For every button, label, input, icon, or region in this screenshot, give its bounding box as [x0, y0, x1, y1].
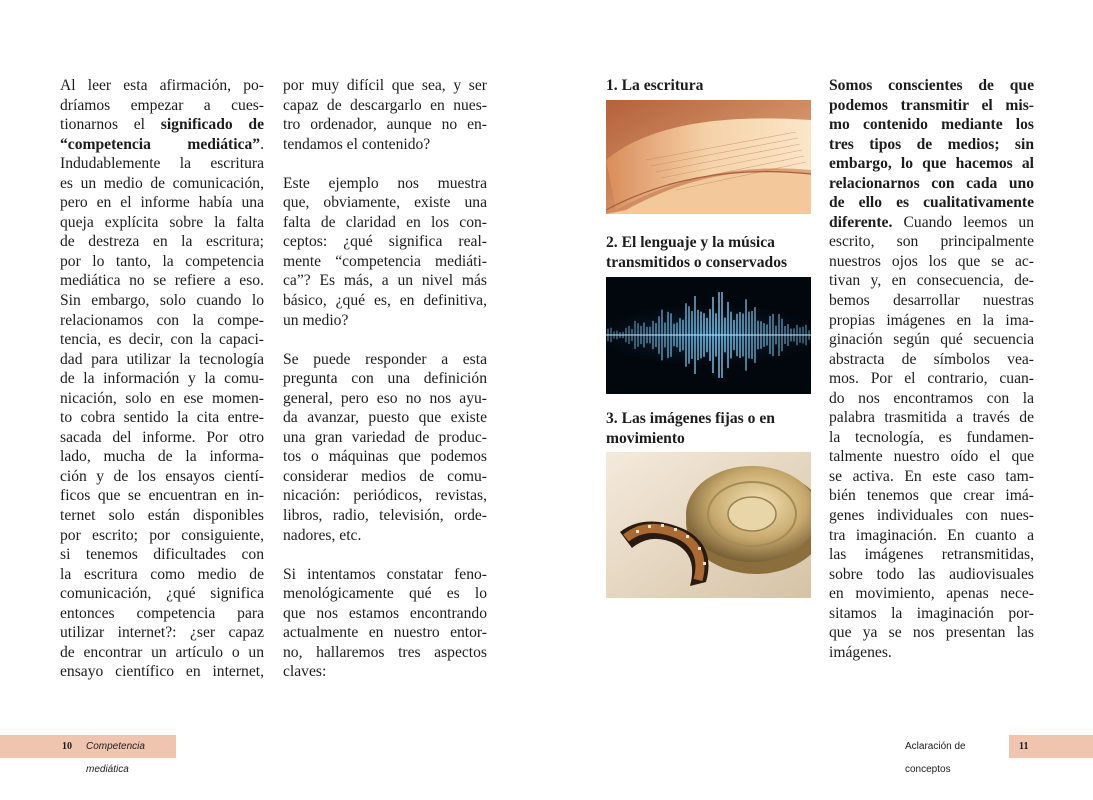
- text-line: Al leer esta afirmación, po-: [60, 77, 264, 94]
- media-type-caption-3: [606, 409, 811, 448]
- text-line: por lo tanto, la competencia: [60, 252, 264, 270]
- text-line: utilizar internet?: ¿ser capaz: [60, 624, 264, 642]
- text-line: sacada del informe. Por otro: [60, 428, 264, 446]
- text-line: podemos transmitir el mis-: [829, 96, 1034, 114]
- text-line: relacionarnos con cada uno: [829, 174, 1034, 192]
- text-line: Indudablemente la escritura: [60, 155, 264, 173]
- left-running-title: Competencia mediática: [86, 741, 145, 775]
- text-line: pero en el informe había una: [60, 194, 264, 212]
- paragraph: [283, 76, 487, 154]
- text-line: queja explícita sobre la falta: [60, 213, 264, 231]
- text-line: es un medio de comunicación,: [60, 174, 264, 192]
- text-line: ginación según qué secuencia: [829, 331, 1034, 349]
- text-line: dad para utilizar la tecnología: [60, 350, 264, 368]
- text-line: en movimiento, apenas nece-: [829, 585, 1034, 603]
- text-line: de la información y la comu-: [60, 370, 264, 388]
- left-page-number: 10: [62, 741, 72, 752]
- text-line: Somos conscientes de que: [829, 77, 1034, 94]
- text-line: Se puede responder a esta: [283, 350, 487, 368]
- paragraph: [283, 565, 487, 682]
- sound-wave-photo: [606, 277, 811, 394]
- text-line: tres tipos de medios; sin: [829, 135, 1034, 153]
- text-line: tos o máquinas que podemos: [283, 448, 487, 466]
- text-line: de ello es cualitativamente: [829, 194, 1034, 212]
- text-line: que nos estamos encontrando: [283, 604, 487, 622]
- text-line: tro ordenador, aunque no en-: [283, 116, 487, 134]
- media-type-caption-1: [606, 76, 811, 96]
- text-line: las imágenes retransmitidas,: [829, 546, 1034, 564]
- text-line: nuestros ojos los que se ac-: [829, 252, 1034, 270]
- text-line: tivan y, en consecuencia, de-: [829, 272, 1034, 290]
- text-line: falta de claridad en los con-: [283, 213, 487, 231]
- text-line: relacionamos con la compe-: [60, 311, 264, 329]
- text-line: palabra trasmitida a través de: [829, 409, 1034, 427]
- text-line: genes individuales con nues-: [829, 507, 1034, 525]
- text-line: no, hallaremos tres aspectos: [283, 643, 487, 661]
- text-line: nicación: periódicos, revistas,: [283, 487, 487, 505]
- text-line: si tenemos dificultades con: [60, 546, 264, 564]
- text-line: nadores, etc.: [283, 526, 362, 544]
- text-line: “competencia mediática”.: [60, 135, 264, 153]
- text-line: que ya se nos presentan las: [829, 624, 1034, 642]
- text-line: considerar medios de comu-: [283, 467, 487, 485]
- text-line: capaz de descargarlo en nues-: [283, 96, 487, 114]
- text-line: talmente nuestro oído el que: [829, 448, 1034, 466]
- text-line: pregunta con una definición: [283, 370, 487, 388]
- text-line: ternet solo están disponibles: [60, 507, 264, 525]
- text-line: la escritura como medio de: [60, 565, 264, 583]
- text-line: comunicación, ¿qué significa: [60, 585, 264, 603]
- text-line: de destreza en la escritura;: [60, 233, 264, 251]
- text-line: mente “competencia mediáti-: [283, 252, 487, 270]
- text-line: tra imaginación. En cuanto a: [829, 526, 1034, 544]
- text-line: imágenes.: [829, 643, 892, 661]
- text-line: general, pero eso no nos ayu-: [283, 389, 487, 407]
- text-line: da avanzar, puesto que existe: [283, 409, 487, 427]
- text-line: se activa. En este caso tam-: [829, 467, 1034, 485]
- text-line: abstracta de símbolos vea-: [829, 350, 1034, 368]
- right-page-column-text: [829, 76, 1034, 662]
- text-line: dríamos empezar a cues-: [60, 96, 264, 114]
- text-line: la tecnología, es fundamen-: [829, 428, 1034, 446]
- right-page-footer: [905, 735, 1093, 775]
- text-line: por escrito; por consiguiente,: [60, 526, 264, 544]
- text-line: to cobra sentido la cita entre-: [60, 409, 264, 427]
- text-line: una gran variedad de produc-: [283, 428, 487, 446]
- left-page-column-2: [283, 76, 487, 702]
- text-line: que, obviamente, existe una: [283, 194, 487, 212]
- open-book-photo: [606, 100, 811, 214]
- text-line: sobre todo las audiovisuales: [829, 565, 1034, 583]
- text-line: Sin embargo, solo cuando lo: [60, 292, 264, 310]
- text-line: ceptos: ¿qué significa real-: [283, 233, 487, 251]
- caption-line: 3. Las imágenes fijas o en: [606, 410, 775, 427]
- text-line: nicación, solo en ese momen-: [60, 389, 264, 407]
- text-line: libros, radio, televisión, orde-: [283, 507, 487, 525]
- text-line: de encontrar un artículo o un: [60, 643, 264, 661]
- text-line: ficos que se encuentran en in-: [60, 487, 264, 505]
- paragraph: [283, 174, 487, 330]
- caption-line: movimiento: [606, 429, 685, 447]
- text-line: mo contenido mediante los: [829, 116, 1034, 134]
- text-line: ca”? Es más, a un nivel más: [283, 272, 487, 290]
- text-line: tionarnos el significado de: [60, 116, 264, 134]
- text-line: Si intentamos constatar feno-: [283, 565, 487, 583]
- text-line: tencia, es decir, con la capaci-: [60, 331, 264, 349]
- right-running-title: Aclaración de conceptos: [905, 735, 1007, 781]
- text-line: ción y de los ensayos cientí-: [60, 467, 264, 485]
- text-line: Este ejemplo nos muestra: [283, 174, 487, 192]
- text-line: do nos encontramos con la: [829, 389, 1034, 407]
- film-reel-photo: [606, 452, 811, 598]
- text-line: un medio?: [283, 311, 349, 329]
- text-line: por muy difícil que sea, y ser: [283, 77, 487, 94]
- text-line: propias imágenes en la ima-: [829, 311, 1034, 329]
- left-page-column-1: [60, 76, 264, 682]
- text-line: diferente. Cuando leemos un: [829, 213, 1034, 231]
- text-line: escrito, son principalmente: [829, 233, 1034, 251]
- text-line: bién tenemos que crear imá-: [829, 487, 1034, 505]
- caption-line: 1. La escritura: [606, 77, 704, 94]
- caption-line: transmitidos o conservados: [606, 253, 788, 271]
- text-line: actualmente en nuestro entor-: [283, 624, 487, 642]
- left-page-footer: [0, 735, 176, 775]
- text-line: mos. Por el contrario, cuan-: [829, 370, 1034, 388]
- text-line: lado, mucha de la informa-: [60, 448, 264, 466]
- caption-line: 2. El lenguaje y la música: [606, 234, 775, 251]
- text-line: ensayo científico en internet,: [60, 663, 264, 681]
- text-line: tendamos el contenido?: [283, 135, 431, 153]
- text-line: mediática no se refiere a eso.: [60, 272, 264, 290]
- text-line: sitamos la imaginación por-: [829, 604, 1034, 622]
- text-line: embargo, lo que hacemos al: [829, 155, 1034, 173]
- text-line: entonces competencia para: [60, 604, 264, 622]
- paragraph: [283, 350, 487, 545]
- text-line: bemos desarrollar nuestras: [829, 292, 1034, 310]
- text-line: menológicamente qué es lo: [283, 585, 487, 603]
- media-type-caption-2: [606, 233, 811, 272]
- text-line: básico, ¿qué es, en definitiva,: [283, 292, 487, 310]
- right-page-number: 11: [1019, 741, 1029, 752]
- text-line: claves:: [283, 663, 327, 681]
